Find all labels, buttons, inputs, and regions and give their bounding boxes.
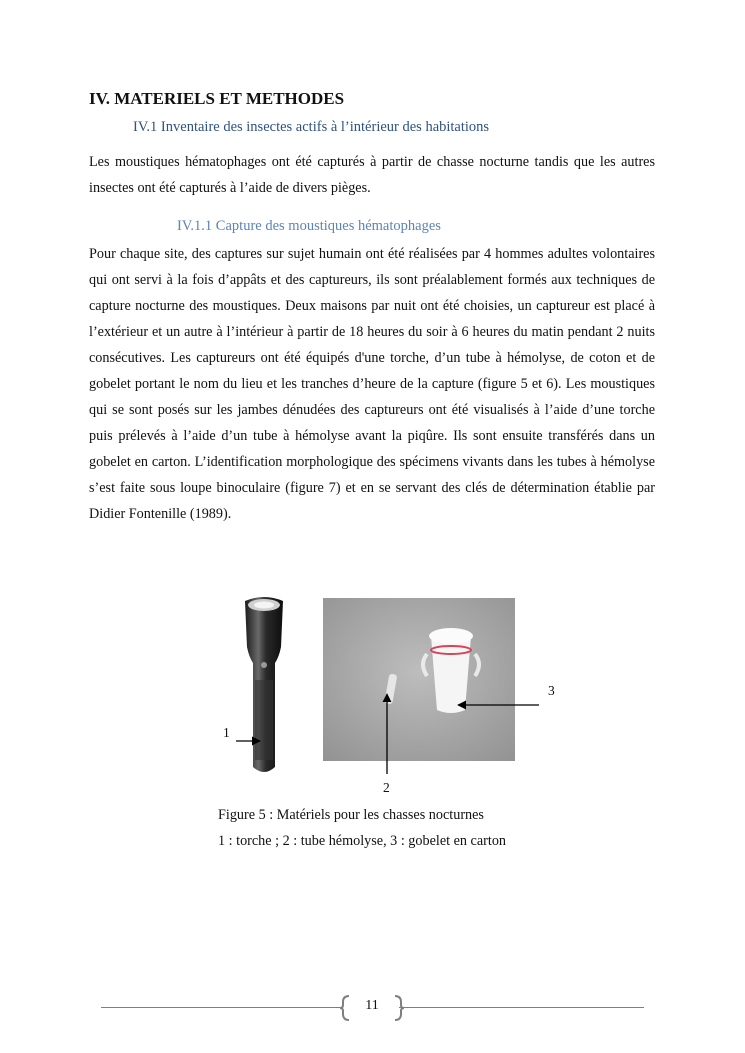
footer-rule-left — [101, 1007, 342, 1008]
intro-paragraph: Les moustiques hématophages ont été capturés à partir de chasse nocturne tandis que les autres insectes ont été capturés à l’aide de divers pièges. — [89, 154, 655, 196]
figure-legend: 1 : torche ; 2 : tube hémolyse, 3 : gobelet en carton — [218, 833, 507, 849]
page-number: 11 — [365, 998, 379, 1013]
body-paragraph: Pour chaque site, des captures sur sujet humain ont été réalisées par 4 hommes adultes volontaires qui ont servi à la fois d’appâts et des captureurs, ils sont préalablement formés aux techniques de capture nocturne des moustiques. Deux maisons par nuit ont été choisies, un captureur est placé à l’extérieur et un autre à l’intérieur à partir de 18 heures du soir à 6 heures du matin pendant 2 nuits consécutives. Les captureurs ont été équipés d'une torche, d’un tube à hémolyse, de coton et de gobelet portant le nom du lieu et les tranches d’heure de la capture (figure 5 et 6). Les moustiques qui se sont posés sur les jambes dénudées des captureurs ont été visualisés à l’aide d’une torche puis prélevés à l’aide d’un tube à hémolyse avant la piqûre. Ils sont ensuite transférés dans un gobelet en carton. L’identification morphologique des spécimens vivants dans les tubes à hémolyse s’est faite sous loupe binoculaire (figure 7) et en se servant des clés de détermination établie par Didier Fontenille (1989). — [89, 246, 655, 522]
footer-rule-right — [399, 1007, 644, 1008]
figure-label-1: 1 — [223, 725, 230, 740]
flashlight-image — [235, 595, 293, 777]
figure-label-2: 2 — [383, 780, 390, 795]
tube-and-cup-image — [323, 598, 515, 761]
subsubsection-heading: IV.1.1 Capture des moustiques hématophages — [177, 218, 441, 234]
figure-caption: Figure 5 : Matériels pour les chasses nocturnes — [218, 807, 484, 823]
subsection-heading: IV.1 Inventaire des insectes actifs à l’intérieur des habitations — [133, 119, 490, 135]
section-heading: IV. MATERIELS ET METHODES — [89, 89, 345, 108]
figure-label-3: 3 — [548, 683, 555, 698]
